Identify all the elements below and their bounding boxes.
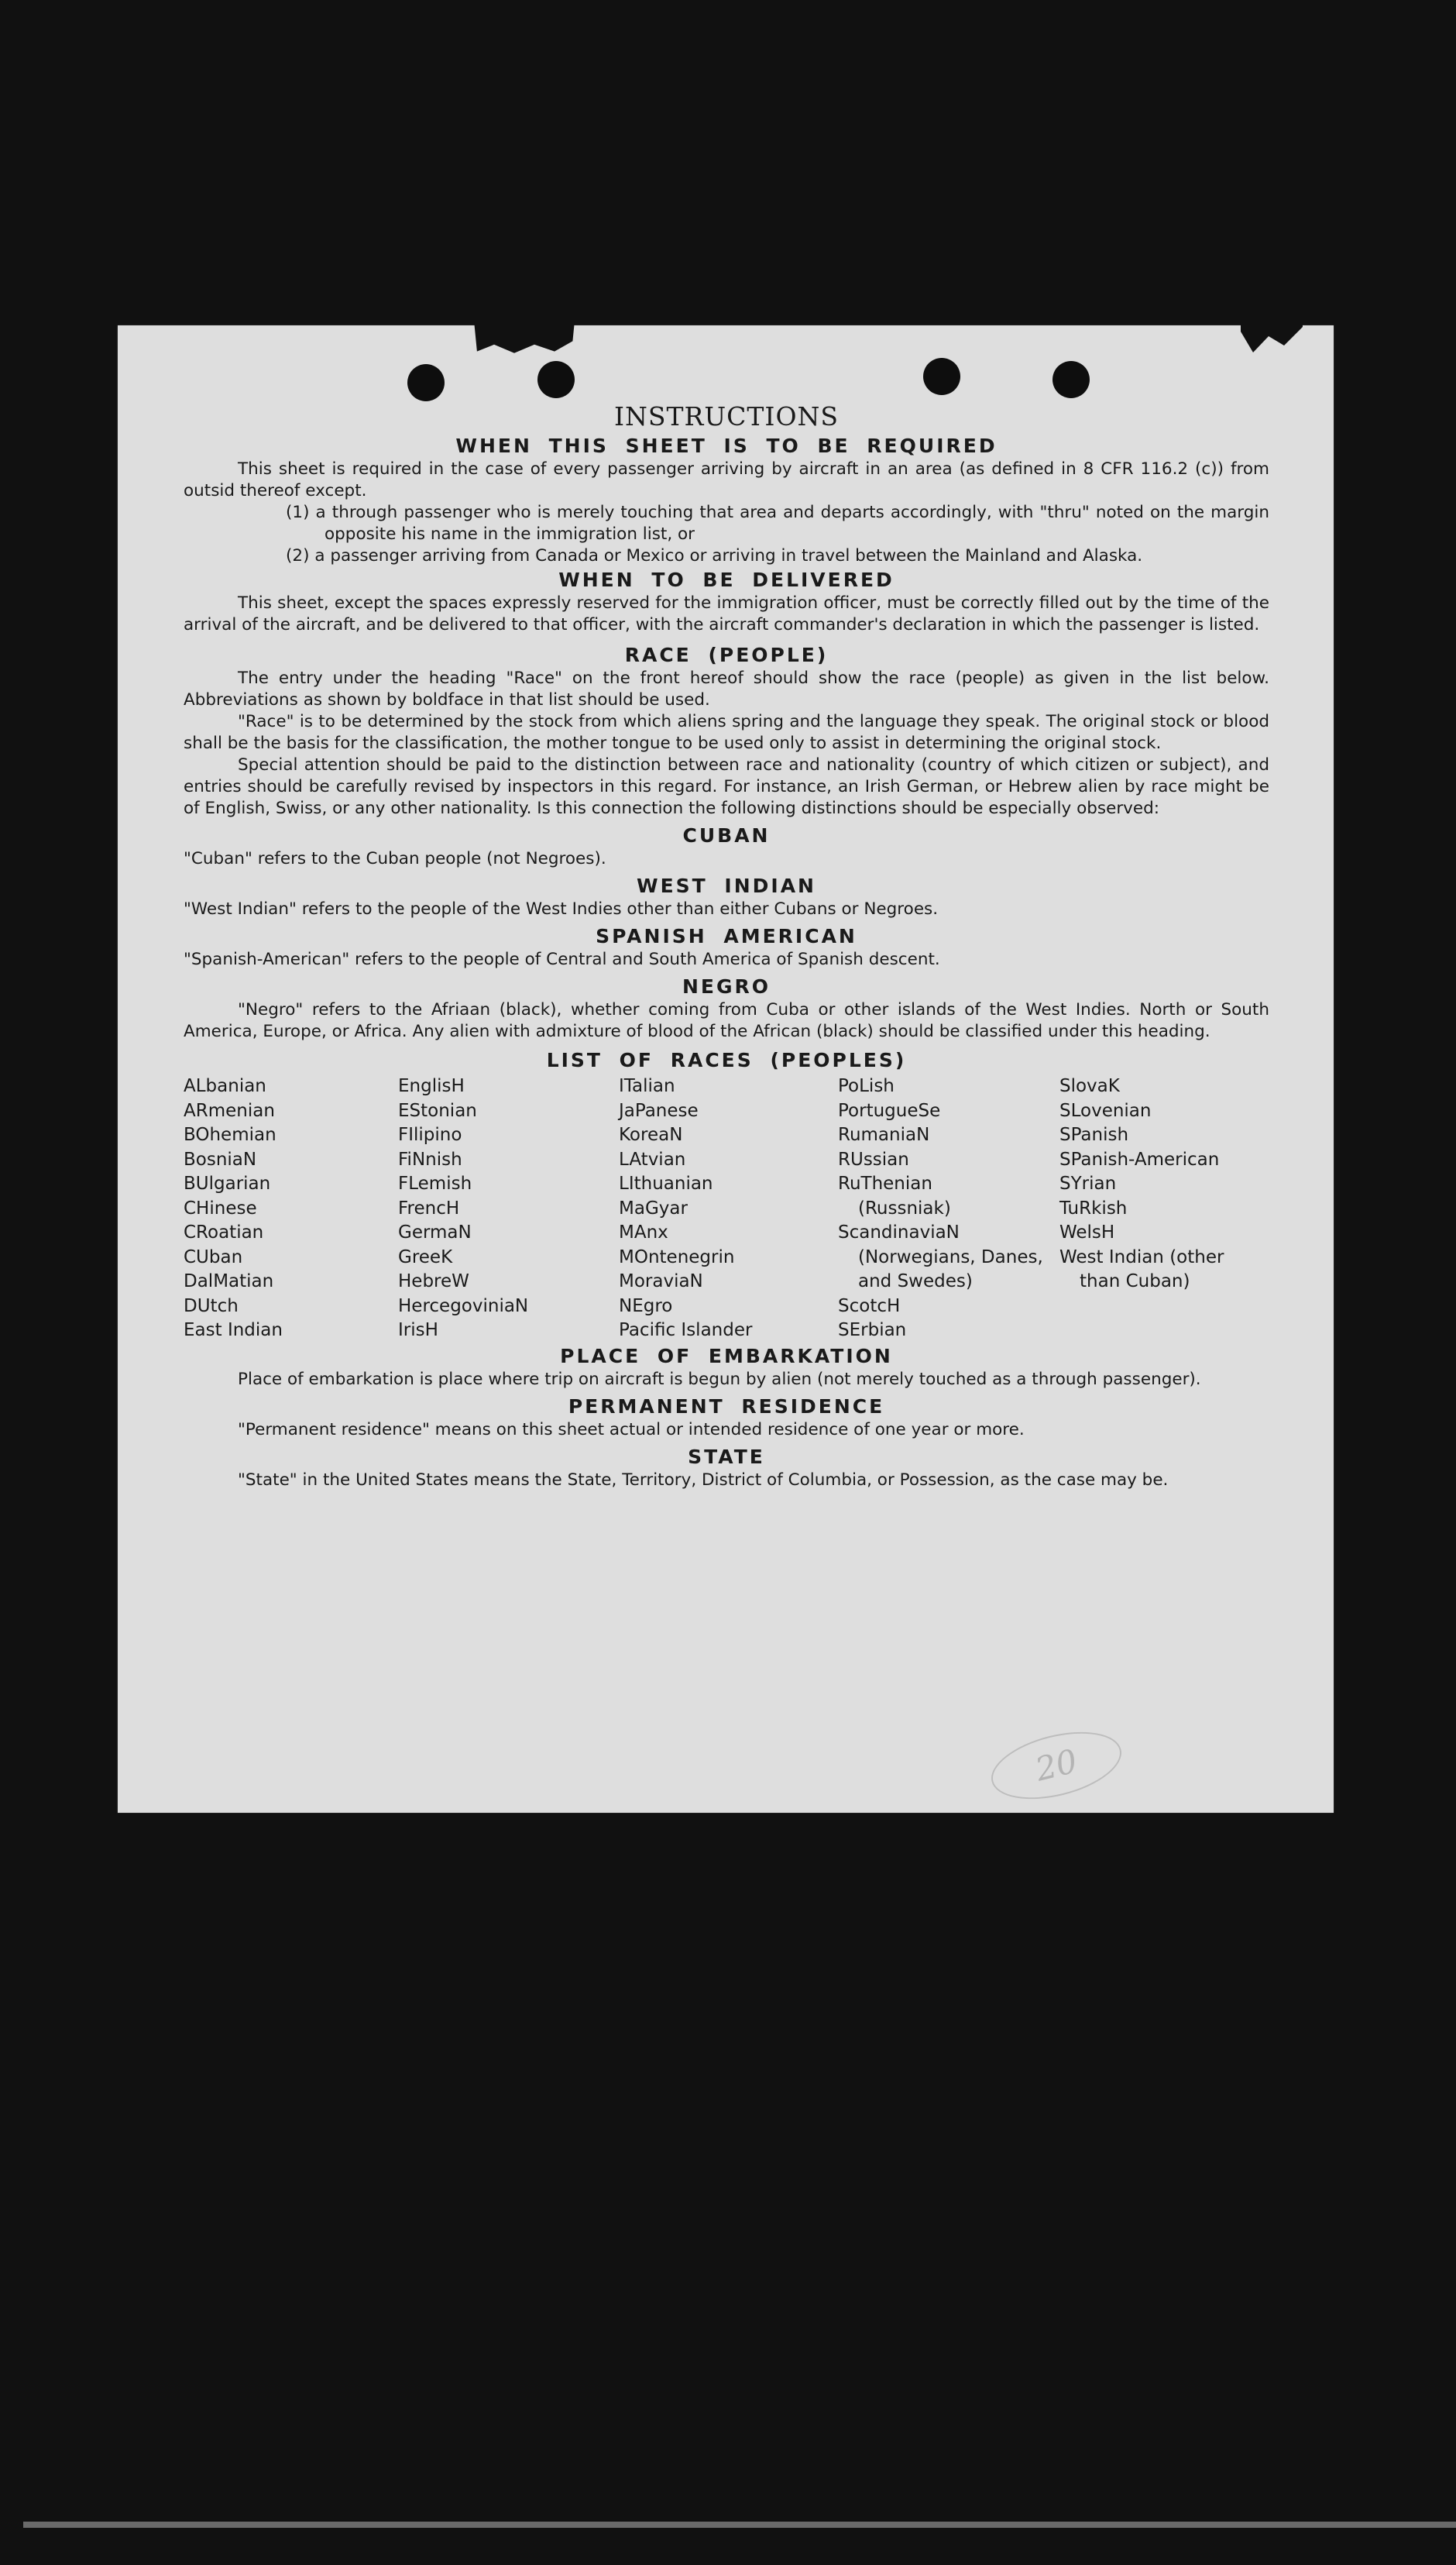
required-intro: This sheet is required in the case of every passenger arriving by aircraft in an area (as defined in 8 CFR 116.2 (c)) from outsid thereof except. — [184, 459, 1269, 500]
race-entry: ARmenian — [184, 1100, 275, 1121]
heading-race: RACE (PEOPLE) — [624, 644, 829, 666]
west-indian-text: "West Indian" refers to the people of the West Indies other than either Cubans or Negroes. — [184, 899, 939, 919]
race-entry: PortugueSe — [838, 1100, 941, 1121]
punch-hole — [1053, 361, 1090, 398]
race-entry: CRoatian — [184, 1222, 264, 1243]
race-entry: RumaniaN — [838, 1125, 930, 1145]
page-number-stamp: 20 — [984, 1720, 1128, 1810]
race-entry: SYrian — [1059, 1174, 1117, 1194]
race-entry: East Indian — [184, 1320, 283, 1340]
item-number: (2) — [286, 546, 310, 566]
punch-hole — [537, 361, 575, 398]
race-entry: EnglisH — [398, 1076, 465, 1096]
race-entry: FLemish — [398, 1174, 472, 1194]
race-entry: SPanish — [1059, 1125, 1129, 1145]
race-entry: ITalian — [619, 1076, 675, 1096]
race-entry: Pacific Islander — [619, 1320, 753, 1340]
item-text: a passenger arriving from Canada or Mexico or arriving in travel between the Mainland and Alaska. — [314, 546, 1143, 566]
race-entry: SErbian — [838, 1320, 907, 1340]
heading-place-of-embarkation: PLACE OF EMBARKATION — [560, 1344, 893, 1367]
punch-hole — [407, 364, 445, 401]
race-entry: BOhemian — [184, 1125, 276, 1145]
instructions-content — [184, 401, 1269, 1491]
race-entry: BosniaN — [184, 1149, 257, 1170]
race-entry: MoraviaN — [619, 1271, 703, 1291]
item-text: a through passenger who is merely touching that area and departs accordingly, with "thru" noted on the margin opposite his name in the immigration list, or — [315, 503, 1269, 544]
race-entry: ALbanian — [184, 1076, 266, 1096]
race-entry: ScandinaviaN (Norwegians, Danes, and Swedes) — [838, 1222, 1043, 1291]
race-paragraph: Special attention should be paid to the distinction between race and nationality (country of which citizen or subject), and entries should be carefully revised by inspectors in this regard. For instance, an Irish German, or Hebrew alien by race might be of English, Swiss, or any other nationality. Is this connection the following distinctions should be especially observed: — [184, 755, 1269, 818]
instruction-sheet — [118, 325, 1334, 1813]
race-entry: GermaN — [398, 1222, 472, 1243]
races-column — [619, 1074, 838, 1343]
race-paragraph: The entry under the heading "Race" on the front hereof should show the race (people) as given in the list below. Abbreviations as shown by boldface in that list should be used. — [184, 669, 1269, 710]
races-column — [184, 1074, 398, 1343]
race-entry: HebreW — [398, 1271, 469, 1291]
race-entry: CHinese — [184, 1198, 257, 1219]
race-entry: SlovaK — [1059, 1076, 1120, 1096]
race-entry: MOntenegrin — [619, 1246, 735, 1267]
race-entry: LAtvian — [619, 1149, 686, 1170]
race-entry: FIlipino — [398, 1125, 462, 1145]
race-entry: NEgro — [619, 1295, 673, 1316]
residence-text: "Permanent residence" means on this sheet actual or intended residence of one year or more. — [238, 1419, 1025, 1439]
race-entry: West Indian (other than Cuban) — [1059, 1246, 1224, 1291]
delivered-text: This sheet, except the spaces expressly reserved for the immigration officer, must be correctly filled out by the time of the arrival of the aircraft, and be delivered to that officer, with the aircraft commander's declaration in which the passenger is listed. — [184, 593, 1269, 634]
races-column — [1059, 1074, 1269, 1343]
race-entry: SLovenian — [1059, 1100, 1152, 1121]
embarkation-text: Place of embarkation is place where trip on aircraft is begun by alien (not merely touched as a through passenger). — [238, 1369, 1201, 1389]
page-title: INSTRUCTIONS — [613, 401, 840, 432]
exception-item — [286, 502, 1269, 545]
race-entry: FiNnish — [398, 1149, 462, 1170]
race-entry: IrisH — [398, 1320, 438, 1340]
race-entry: KoreaN — [619, 1125, 683, 1145]
torn-corner — [1241, 318, 1303, 364]
item-number: (1) — [286, 503, 310, 522]
race-entry: LIthuanian — [619, 1174, 713, 1194]
race-entry: RUssian — [838, 1149, 909, 1170]
races-column — [838, 1074, 1059, 1343]
race-entry: EStonian — [398, 1100, 477, 1121]
race-entry: CUban — [184, 1246, 243, 1267]
race-entry: MAnx — [619, 1222, 668, 1243]
heading-when-delivered: WHEN TO BE DELIVERED — [558, 569, 895, 591]
heading-when-required: WHEN THIS SHEET IS TO BE REQUIRED — [455, 435, 998, 457]
torn-edge — [474, 321, 575, 355]
race-entry: DUtch — [184, 1295, 239, 1316]
race-entry: GreeK — [398, 1246, 453, 1267]
state-text: "State" in the United States means the State, Territory, District of Columbia, or Possession, as the case may be. — [238, 1470, 1169, 1490]
races-column — [398, 1074, 619, 1343]
heading-cuban: CUBAN — [682, 824, 771, 847]
race-entry: HercegoviniaN — [398, 1295, 529, 1316]
spanish-american-text: "Spanish-American" refers to the people of Central and South America of Spanish descent. — [184, 950, 940, 969]
race-entry: JaPanese — [619, 1100, 699, 1121]
race-entry: WelsH — [1059, 1222, 1115, 1243]
heading-list-of-races: LIST OF RACES (PEOPLES) — [546, 1049, 907, 1071]
race-entry: SPanish-American — [1059, 1149, 1220, 1170]
heading-spanish-american: SPANISH AMERICAN — [596, 925, 857, 947]
race-paragraph: "Race" is to be determined by the stock from which aliens spring and the language they speak. The original stock or blood shall be the basis for the classification, the mother tongue to be used only to assist in determining the original stock. — [184, 712, 1269, 753]
heading-permanent-residence: PERMANENT RESIDENCE — [568, 1394, 885, 1418]
race-entry: TuRkish — [1059, 1198, 1128, 1219]
negro-text: "Negro" refers to the Afriaan (black), whether coming from Cuba or other islands of the West Indies. North or South America, Europe, or Africa. Any alien with admixture of blood of the African (black) should be classified under this heading. — [184, 1000, 1269, 1041]
exception-item — [286, 545, 1269, 567]
heading-state: STATE — [688, 1445, 765, 1468]
race-entry: RuThenian (Russniak) — [838, 1174, 951, 1219]
heading-negro: NEGRO — [682, 975, 771, 998]
race-entry: BUlgarian — [184, 1174, 271, 1194]
race-entry: MaGyar — [619, 1198, 688, 1219]
heading-west-indian: WEST INDIAN — [637, 875, 816, 897]
races-table — [184, 1074, 1269, 1343]
race-entry: ScotcH — [838, 1295, 901, 1316]
race-entry: DalMatian — [184, 1271, 274, 1291]
race-entry: PoLish — [838, 1076, 895, 1096]
cuban-text: "Cuban" refers to the Cuban people (not Negroes). — [184, 849, 606, 868]
race-entry: FrencH — [398, 1198, 460, 1219]
punch-hole — [923, 358, 960, 395]
scan-edge-line — [23, 2522, 1456, 2528]
